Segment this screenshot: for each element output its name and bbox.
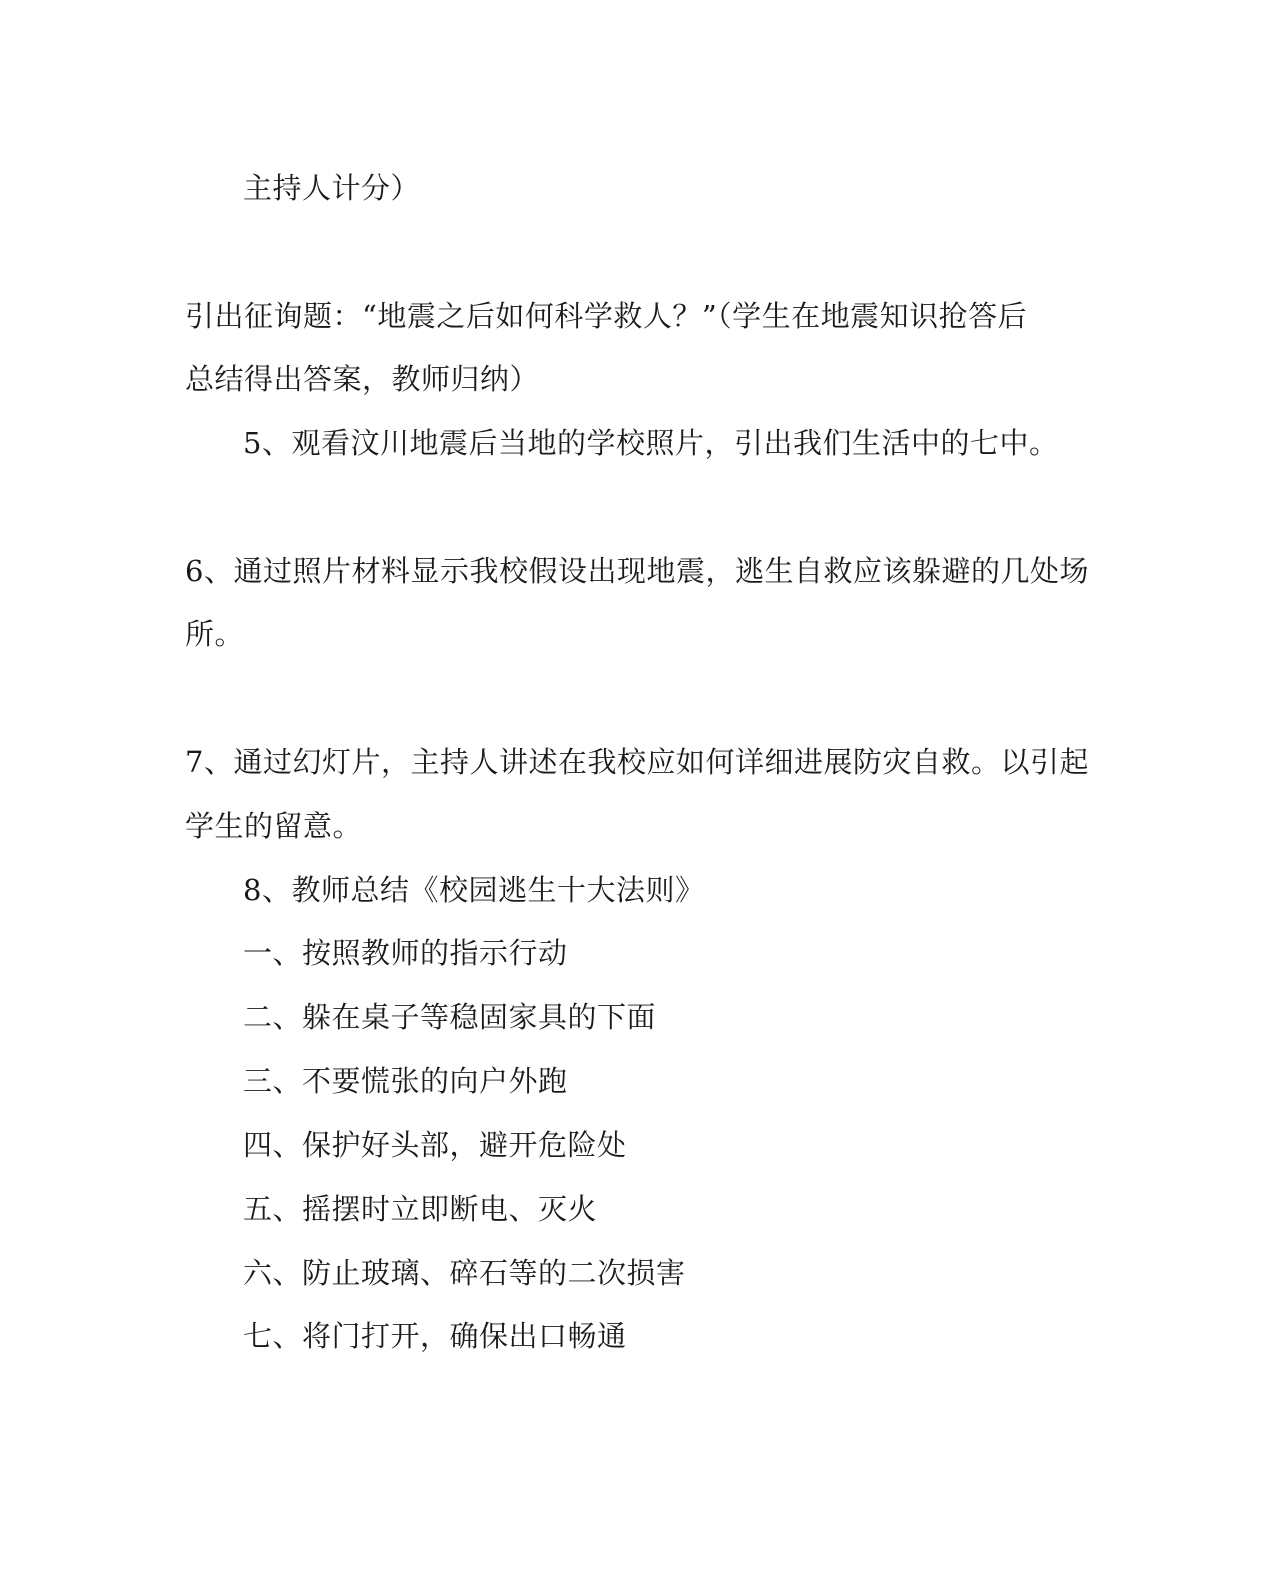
rule-item-2: 二、躲在桌子等稳固家具的下面 — [243, 1000, 657, 1034]
rule-item-7: 七、将门打开，确保出口畅通 — [243, 1319, 627, 1353]
text-line-step-7-cont: 学生的留意。 — [185, 809, 363, 843]
rule-item-1: 一、按照教师的指示行动 — [243, 936, 568, 970]
text-line-question-intro: 引出征询题：“地震之后如何科学救人？”（学生在地震知识抢答后 — [185, 299, 1028, 333]
text-line-step-7: 7、通过幻灯片，主持人讲述在我校应如何详细进展防灾自救。以引起 — [185, 745, 1089, 779]
rule-item-3: 三、不要慌张的向户外跑 — [243, 1064, 568, 1098]
rule-item-4: 四、保护好头部，避开危险处 — [243, 1128, 627, 1162]
text-line-step-8: 8、教师总结《校园逃生十大法则》 — [243, 873, 705, 907]
text-line-step-6: 6、通过照片材料显示我校假设出现地震，逃生自救应该躲避的几处场 — [185, 554, 1089, 588]
rule-item-5: 五、摇摆时立即断电、灭火 — [243, 1192, 598, 1226]
text-line-step-6-cont: 所。 — [185, 617, 245, 651]
rule-item-6: 六、防止玻璃、碎石等的二次损害 — [243, 1256, 686, 1290]
text-line-step-5: 5、观看汶川地震后当地的学校照片，引出我们生活中的七中。 — [243, 426, 1059, 460]
text-line-question-summary: 总结得出答案，教师归纳） — [185, 362, 540, 396]
text-line-host-scoring: 主持人计分） — [243, 171, 421, 205]
